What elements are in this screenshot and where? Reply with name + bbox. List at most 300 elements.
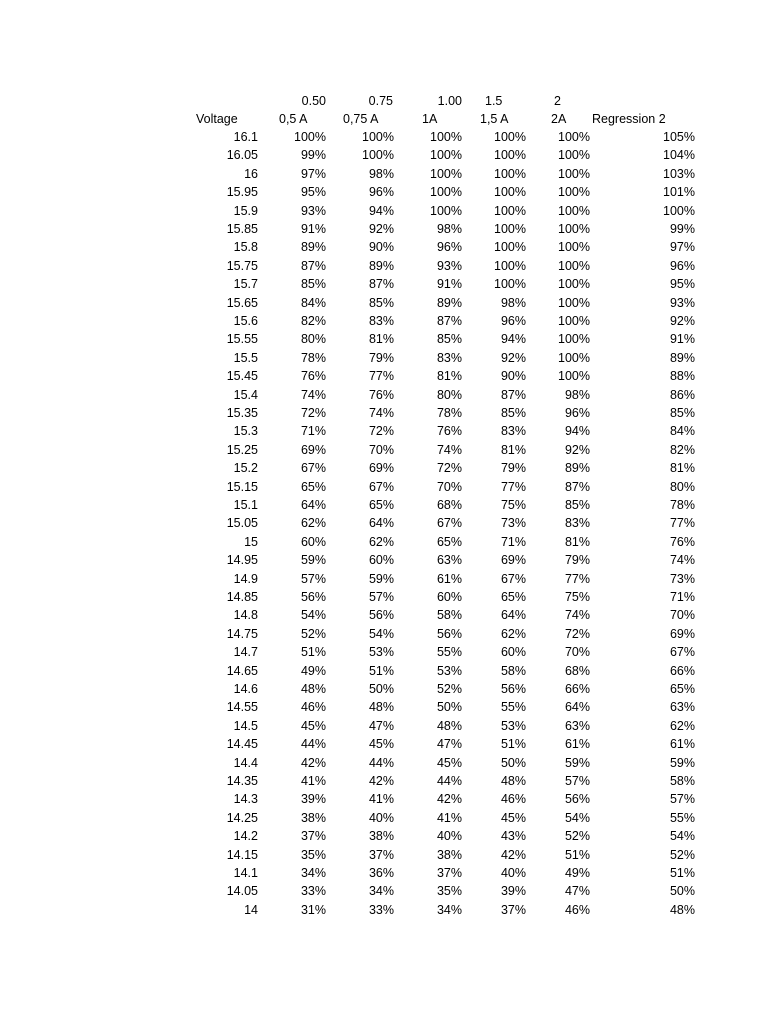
current-2-cell: 66%	[564, 682, 590, 696]
voltage-cell: 15	[244, 534, 258, 549]
current-0-5-cell: 64%	[300, 498, 326, 512]
current-1-5-cell: 100%	[494, 185, 526, 200]
current-0-5-cell: 95%	[300, 185, 326, 200]
current-1-cell: 85%	[436, 332, 462, 347]
current-0-5-cell: 59%	[300, 553, 326, 568]
regression-cell: 77%	[669, 516, 695, 531]
current-0-75-cell: 67%	[368, 479, 394, 494]
regression-cell: 62%	[669, 718, 695, 733]
table-row	[0, 478, 768, 496]
current-1-5-cell: 92%	[500, 350, 526, 365]
current-1-5-cell: 81%	[500, 442, 526, 457]
current-2-cell: 100%	[558, 369, 590, 384]
current-1-cell: 38%	[436, 847, 462, 862]
current-1-cell: 53%	[436, 663, 462, 678]
current-0-5-cell: 76%	[300, 369, 326, 384]
voltage-cell: 14.7	[233, 645, 258, 660]
current-2-cell: 61%	[564, 737, 590, 752]
current-1-5-cell: 69%	[500, 553, 526, 568]
voltage-cell: 15.85	[226, 222, 258, 236]
current-1-5-cell: 65%	[500, 590, 526, 604]
current-1-cell: 55%	[436, 645, 462, 660]
current-1-cell: 42%	[436, 792, 462, 807]
current-1-cell: 100%	[430, 185, 462, 200]
current-2-cell: 64%	[564, 700, 590, 715]
current-2-cell: 100%	[558, 277, 590, 292]
current-2-cell: 72%	[564, 626, 590, 641]
current-1-cell: 56%	[436, 626, 462, 641]
table-row	[0, 441, 768, 459]
current-0-5-cell: 49%	[300, 663, 326, 678]
current-0-75-cell: 33%	[368, 902, 394, 917]
current-1-5-cell: 43%	[500, 829, 526, 844]
current-1-cell: 37%	[436, 866, 462, 880]
current-1-cell: 48%	[436, 718, 462, 733]
voltage-cell: 15.2	[233, 461, 258, 476]
current-0-75-cell: 69%	[368, 461, 394, 476]
current-0-75-cell: 64%	[368, 516, 394, 531]
current-2-cell: 54%	[564, 810, 590, 825]
current-1-5-cell: 73%	[500, 516, 526, 531]
current-0-5-cell: 44%	[300, 737, 326, 752]
current-2-cell: 47%	[564, 884, 590, 899]
current-2-cell: 92%	[564, 442, 590, 457]
voltage-cell: 14.55	[226, 700, 258, 715]
regression-cell: 71%	[669, 590, 695, 604]
current-0-75-cell: 36%	[368, 866, 394, 880]
current-0-75-cell: 40%	[368, 810, 394, 825]
voltage-cell: 15.75	[226, 258, 258, 273]
current-1-5-cell: 100%	[494, 130, 526, 144]
table-row	[0, 846, 768, 864]
current-0-5-cell: 56%	[300, 590, 326, 604]
table-row	[0, 901, 768, 919]
table-row	[0, 882, 768, 900]
table-row	[0, 790, 768, 808]
current-1-cell: 40%	[436, 829, 462, 844]
regression-cell: 84%	[669, 424, 695, 439]
table-row	[0, 864, 768, 882]
current-2-cell: 83%	[564, 516, 590, 531]
current-1-cell: 41%	[436, 810, 462, 825]
current-2-cell: 52%	[564, 829, 590, 844]
voltage-cell: 15.45	[226, 369, 258, 384]
current-0-75-cell: 72%	[368, 424, 394, 439]
current-2-cell: 56%	[564, 792, 590, 807]
table-row	[0, 459, 768, 477]
current-0-75-cell: 54%	[368, 626, 394, 641]
current-0-5-cell: 87%	[300, 258, 326, 273]
header-labels-row	[0, 110, 768, 128]
current-0-5-cell: 74%	[300, 387, 326, 402]
current-0-5-cell: 93%	[300, 203, 326, 218]
current-1-5-cell: 100%	[494, 222, 526, 236]
voltage-cell: 15.7	[233, 277, 258, 292]
current-1-5-cell: 64%	[500, 608, 526, 623]
current-2-cell: 68%	[564, 663, 590, 678]
current-0-5-cell: 67%	[300, 461, 326, 476]
current-0-5-cell: 82%	[300, 314, 326, 328]
voltage-header: Voltage	[196, 112, 238, 126]
table-row	[0, 349, 768, 367]
current-0-75-cell: 79%	[368, 350, 394, 365]
current-0-75-cell: 98%	[368, 166, 394, 181]
current-1-5-cell: 100%	[494, 203, 526, 218]
voltage-cell: 14.5	[233, 718, 258, 733]
current-2-cell: 81%	[564, 534, 590, 549]
current-1-5-cell: 100%	[494, 258, 526, 273]
current-2-cell: 87%	[564, 479, 590, 494]
current-0-75-cell: 41%	[368, 792, 394, 807]
current-1-5-cell: 58%	[500, 663, 526, 678]
regression-cell: 101%	[663, 185, 695, 200]
current-1-cell: 100%	[430, 166, 462, 181]
current-0-75-cell: 51%	[368, 663, 394, 678]
current-1-5-cell: 62%	[500, 626, 526, 641]
current-1-cell: 58%	[436, 608, 462, 623]
voltage-cell: 14.95	[226, 553, 258, 568]
current-0-5-cell: 51%	[300, 645, 326, 660]
current-0-5-cell: 100%	[294, 130, 326, 144]
regression-cell: 59%	[669, 755, 695, 770]
current-2-cell: 74%	[564, 608, 590, 623]
current-1-5-cell: 85%	[500, 406, 526, 420]
voltage-cell: 14.85	[226, 590, 258, 604]
table-row	[0, 606, 768, 624]
current-0-5-cell: 52%	[300, 626, 326, 641]
current-2-cell: 100%	[558, 314, 590, 328]
header-value-2: 2	[554, 94, 561, 108]
regression-cell: 55%	[669, 810, 695, 825]
current-1-5-cell: 100%	[494, 240, 526, 255]
current-1-cell: 100%	[430, 130, 462, 144]
current-1-cell: 52%	[436, 682, 462, 696]
regression-cell: 85%	[669, 406, 695, 420]
current-2-cell: 77%	[564, 571, 590, 586]
current-2-cell: 63%	[564, 718, 590, 733]
current-0-5-cell: 84%	[300, 295, 326, 310]
regression-cell: 95%	[669, 277, 695, 292]
current-2-cell: 100%	[558, 332, 590, 347]
current-0-5-cell: 71%	[300, 424, 326, 439]
regression-cell: 69%	[669, 626, 695, 641]
current-1-5-cell: 67%	[500, 571, 526, 586]
current-0-75-cell: 57%	[368, 590, 394, 604]
voltage-cell: 14.6	[233, 682, 258, 696]
current-0-5-cell: 31%	[300, 902, 326, 917]
current-0-75-cell: 90%	[368, 240, 394, 255]
voltage-cell: 16	[244, 166, 258, 181]
voltage-cell: 15.25	[226, 442, 258, 457]
table-row	[0, 496, 768, 514]
current-1-5-cell: 37%	[500, 902, 526, 917]
voltage-cell: 14	[244, 902, 258, 917]
voltage-cell: 15.3	[233, 424, 258, 439]
current-1-cell: 72%	[436, 461, 462, 476]
voltage-cell: 15.9	[233, 203, 258, 218]
current-1-header: 1A	[422, 112, 438, 126]
current-0-75-cell: 81%	[368, 332, 394, 347]
table-row	[0, 367, 768, 385]
table-row	[0, 570, 768, 588]
current-0-5-cell: 85%	[300, 277, 326, 292]
current-1-5-cell: 60%	[500, 645, 526, 660]
voltage-cell: 14.8	[233, 608, 258, 623]
voltage-cell: 15.95	[226, 185, 258, 200]
table-row	[0, 330, 768, 348]
voltage-cell: 16.1	[233, 130, 258, 144]
current-0-5-cell: 34%	[300, 866, 326, 880]
regression-cell: 70%	[669, 608, 695, 623]
table-row	[0, 514, 768, 532]
current-1-cell: 96%	[436, 240, 462, 255]
current-2-cell: 70%	[564, 645, 590, 660]
regression-cell: 93%	[669, 295, 695, 310]
table-row	[0, 238, 768, 256]
current-1-5-cell: 46%	[500, 792, 526, 807]
current-0-5-cell: 54%	[300, 608, 326, 623]
current-1-cell: 70%	[436, 479, 462, 494]
table-row	[0, 588, 768, 606]
table-row	[0, 202, 768, 220]
current-1-cell: 61%	[436, 571, 462, 586]
current-1-cell: 68%	[436, 498, 462, 512]
table-row	[0, 551, 768, 569]
current-0-75-cell: 34%	[368, 884, 394, 899]
voltage-cell: 14.65	[226, 663, 258, 678]
current-1-cell: 76%	[436, 424, 462, 439]
current-2-cell: 49%	[564, 866, 590, 880]
current-2-cell: 100%	[558, 130, 590, 144]
voltage-cell: 15.05	[226, 516, 258, 531]
voltage-cell: 14.45	[226, 737, 258, 752]
current-1-5-cell: 79%	[500, 461, 526, 476]
current-1-cell: 63%	[436, 553, 462, 568]
regression-cell: 100%	[663, 203, 695, 218]
current-2-cell: 94%	[564, 424, 590, 439]
current-0-75-cell: 94%	[368, 203, 394, 218]
current-0-75-cell: 70%	[368, 442, 394, 457]
regression-cell: 74%	[669, 553, 695, 568]
current-1-cell: 47%	[436, 737, 462, 752]
regression-cell: 67%	[669, 645, 695, 660]
table-row	[0, 275, 768, 293]
current-0-5-cell: 62%	[300, 516, 326, 531]
current-2-cell: 89%	[564, 461, 590, 476]
current-1-cell: 100%	[430, 148, 462, 163]
current-2-cell: 100%	[558, 203, 590, 218]
current-2-cell: 75%	[564, 590, 590, 604]
current-2-cell: 98%	[564, 387, 590, 402]
voltage-cell: 14.25	[226, 810, 258, 825]
current-2-cell: 100%	[558, 295, 590, 310]
voltage-cell: 15.15	[226, 479, 258, 494]
current-0-5-cell: 37%	[300, 829, 326, 844]
regression-cell: 58%	[669, 774, 695, 788]
table-row	[0, 128, 768, 146]
current-1-5-cell: 56%	[500, 682, 526, 696]
current-1-5-cell: 53%	[500, 718, 526, 733]
current-1-5-cell: 94%	[500, 332, 526, 347]
current-0-75-cell: 83%	[368, 314, 394, 328]
regression-cell: 92%	[669, 314, 695, 328]
current-1-cell: 93%	[436, 258, 462, 273]
current-0-5-cell: 35%	[300, 847, 326, 862]
current-1-cell: 89%	[436, 295, 462, 310]
table-row	[0, 809, 768, 827]
table-row	[0, 386, 768, 404]
current-0-75-cell: 37%	[368, 847, 394, 862]
current-1-cell: 44%	[436, 774, 462, 788]
current-0-5-cell: 69%	[300, 442, 326, 457]
table-row	[0, 294, 768, 312]
table-row	[0, 772, 768, 790]
table-row	[0, 662, 768, 680]
regression-cell: 54%	[669, 829, 695, 844]
current-0-75-cell: 48%	[368, 700, 394, 715]
table-row	[0, 404, 768, 422]
current-1-cell: 74%	[436, 442, 462, 457]
current-0-75-cell: 42%	[368, 774, 394, 788]
current-0-5-cell: 57%	[300, 571, 326, 586]
voltage-cell: 15.6	[233, 314, 258, 328]
current-1-5-cell: 42%	[500, 847, 526, 862]
regression-cell: 76%	[669, 534, 695, 549]
current-0-75-cell: 89%	[368, 258, 394, 273]
current-1-cell: 50%	[436, 700, 462, 715]
regression-cell: 91%	[669, 332, 695, 347]
table-row	[0, 146, 768, 164]
voltage-cell: 15.1	[233, 498, 258, 512]
voltage-cell: 15.65	[226, 295, 258, 310]
current-1-cell: 67%	[436, 516, 462, 531]
regression-cell: 81%	[669, 461, 695, 476]
current-0-75-cell: 60%	[368, 553, 394, 568]
current-0-5-cell: 38%	[300, 810, 326, 825]
table-row	[0, 220, 768, 238]
current-1-5-cell: 77%	[500, 479, 526, 494]
regression-cell: 105%	[663, 130, 695, 144]
current-0-5-cell: 33%	[300, 884, 326, 899]
voltage-cell: 15.8	[233, 240, 258, 255]
current-0-75-cell: 74%	[368, 406, 394, 420]
regression-cell: 73%	[669, 571, 695, 586]
voltage-cell: 14.05	[226, 884, 258, 899]
current-0-75-cell: 53%	[368, 645, 394, 660]
current-0-5-cell: 89%	[300, 240, 326, 255]
current-1-cell: 60%	[436, 590, 462, 604]
regression-header: Regression 2	[592, 112, 666, 126]
current-0-75-cell: 44%	[368, 755, 394, 770]
current-0-75-cell: 38%	[368, 829, 394, 844]
current-0-75-cell: 100%	[362, 130, 394, 144]
table-row	[0, 717, 768, 735]
table-row	[0, 754, 768, 772]
table-row	[0, 735, 768, 753]
current-0-75-cell: 59%	[368, 571, 394, 586]
current-1-5-cell: 40%	[500, 866, 526, 880]
current-1-5-cell: 98%	[500, 295, 526, 310]
current-0-75-cell: 87%	[368, 277, 394, 292]
header-value-0-75: 0.75	[368, 94, 393, 108]
current-0-75-cell: 47%	[368, 718, 394, 733]
voltage-cell: 14.35	[226, 774, 258, 788]
current-1-5-cell: 83%	[500, 424, 526, 439]
regression-cell: 63%	[669, 700, 695, 715]
current-0-75-cell: 65%	[368, 498, 394, 512]
voltage-cell: 14.9	[233, 571, 258, 586]
current-0-75-cell: 45%	[368, 737, 394, 752]
regression-cell: 80%	[669, 479, 695, 494]
current-1-cell: 100%	[430, 203, 462, 218]
voltage-cell: 14.3	[233, 792, 258, 807]
current-1-cell: 98%	[436, 222, 462, 236]
current-1-cell: 45%	[436, 755, 462, 770]
current-0-5-cell: 46%	[300, 700, 326, 715]
table-row	[0, 827, 768, 845]
current-0-5-cell: 97%	[300, 166, 326, 181]
table-row	[0, 680, 768, 698]
current-0-75-cell: 76%	[368, 387, 394, 402]
header-value-1: 1.00	[437, 94, 462, 108]
current-2-header: 2A	[551, 112, 567, 126]
current-2-cell: 100%	[558, 166, 590, 181]
current-1-5-cell: 71%	[500, 534, 526, 549]
regression-cell: 99%	[669, 222, 695, 236]
current-1-5-cell: 90%	[500, 369, 526, 384]
current-0-5-cell: 60%	[300, 534, 326, 549]
table-row	[0, 312, 768, 330]
current-2-cell: 100%	[558, 350, 590, 365]
current-1-5-header: 1,5 A	[480, 112, 509, 126]
current-0-75-cell: 100%	[362, 148, 394, 163]
current-2-cell: 100%	[558, 185, 590, 200]
current-1-cell: 87%	[436, 314, 462, 328]
current-0-5-cell: 45%	[300, 718, 326, 733]
current-0-5-cell: 48%	[300, 682, 326, 696]
regression-cell: 103%	[663, 166, 695, 181]
current-0-5-cell: 72%	[300, 406, 326, 420]
regression-cell: 50%	[669, 884, 695, 899]
table-row	[0, 698, 768, 716]
current-0-75-cell: 85%	[368, 295, 394, 310]
current-0-5-cell: 80%	[300, 332, 326, 347]
current-2-cell: 100%	[558, 240, 590, 255]
current-2-cell: 57%	[564, 774, 590, 788]
current-1-cell: 91%	[436, 277, 462, 292]
regression-cell: 82%	[669, 442, 695, 457]
table-row	[0, 533, 768, 551]
current-1-cell: 78%	[436, 406, 462, 420]
voltage-cell: 15.35	[226, 406, 258, 420]
current-2-cell: 96%	[564, 406, 590, 420]
regression-cell: 86%	[669, 387, 695, 402]
current-0-75-header: 0,75 A	[343, 112, 379, 126]
current-1-5-cell: 50%	[500, 755, 526, 770]
current-1-cell: 81%	[436, 369, 462, 384]
current-1-5-cell: 100%	[494, 277, 526, 292]
voltage-cell: 15.55	[226, 332, 258, 347]
current-1-5-cell: 39%	[500, 884, 526, 899]
regression-cell: 89%	[669, 350, 695, 365]
current-0-5-cell: 42%	[300, 755, 326, 770]
table-row	[0, 625, 768, 643]
current-1-cell: 35%	[436, 884, 462, 899]
current-0-5-cell: 99%	[300, 148, 326, 163]
current-1-5-cell: 87%	[500, 387, 526, 402]
header-value-0-5: 0.50	[301, 94, 326, 108]
voltage-cell: 14.2	[233, 829, 258, 844]
